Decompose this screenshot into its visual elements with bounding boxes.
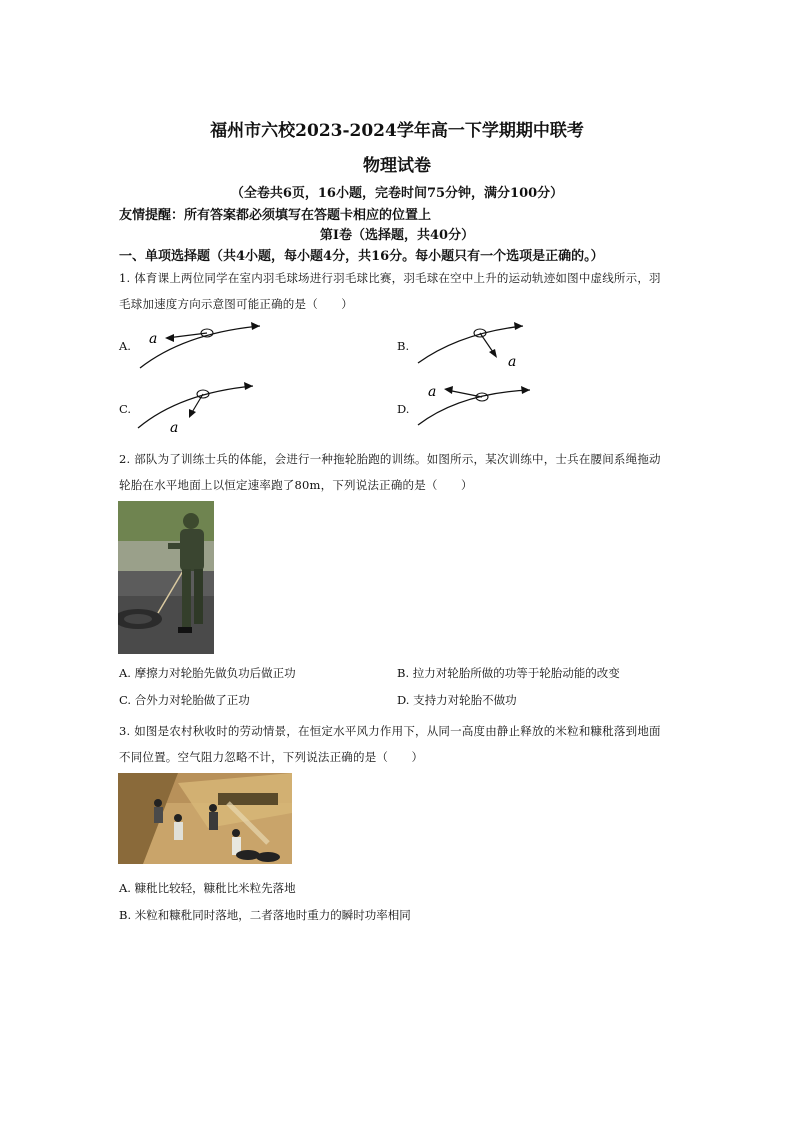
q1-option-c-label: C. bbox=[119, 402, 132, 416]
exam-subject: 物理试卷 bbox=[363, 156, 431, 176]
reminder: 友情提醒：所有答案都必须填写在答题卡相应的位置上 bbox=[119, 208, 432, 223]
acceleration-label: a bbox=[428, 384, 437, 400]
q3-option-b: B. 米粒和糠秕同时落地，二者落地时重力的瞬时功率相同 bbox=[119, 908, 411, 922]
soldier-tire-photo bbox=[118, 501, 214, 654]
q1-option-b-label: B. bbox=[397, 339, 410, 353]
q2-option-a: A. 摩擦力对轮胎先做负功后做正功 bbox=[119, 666, 296, 680]
trajectory-curve bbox=[140, 326, 260, 368]
q2-option-d: D. 支持力对轮胎不做功 bbox=[397, 693, 517, 707]
acceleration-label: a bbox=[170, 420, 179, 436]
q1-diagram-d bbox=[415, 378, 540, 433]
velocity-arrowhead bbox=[244, 382, 253, 390]
q2-option-c: C. 合外力对轮胎做了正功 bbox=[119, 693, 250, 707]
q1-diagram-c bbox=[135, 378, 265, 438]
velocity-arrowhead bbox=[514, 322, 523, 330]
q3-option-a: A. 糠秕比较轻，糠秕比米粒先落地 bbox=[119, 881, 296, 895]
acceleration-label: a bbox=[508, 354, 517, 370]
question-2-line-2: 轮胎在水平地面上以恒定速率跑了80m，下列说法正确的是（ ） bbox=[119, 478, 473, 492]
q1-diagram-a bbox=[135, 318, 270, 373]
section-title: 一、单项选择题（共4小题，每小题4分，共16分。每小题只有一个选项是正确的。） bbox=[119, 249, 604, 264]
exam-title: 福州市六校2023-2024学年高一下学期期中联考 bbox=[210, 121, 584, 141]
acceleration-arrowhead bbox=[444, 386, 453, 394]
part-title: 第Ⅰ卷（选择题，共40分） bbox=[319, 228, 475, 243]
question-3-line-1: 3. 如图是农村秋收时的劳动情景，在恒定水平风力作用下，从同一高度由静止释放的米粒和糠秕落到地面 bbox=[119, 724, 661, 738]
velocity-arrowhead bbox=[521, 386, 530, 394]
question-1-line-1: 1. 体育课上两位同学在室内羽毛球场进行羽毛球比赛，羽毛球在空中上升的运动轨迹如图中虚线所示，羽 bbox=[119, 271, 661, 285]
acceleration-arrowhead bbox=[489, 349, 497, 358]
exam-info: （全卷共6页，16小题，完卷时间75分钟，满分100分） bbox=[230, 186, 564, 201]
q1-option-d-label: D. bbox=[397, 402, 410, 416]
question-3-line-2: 不同位置。空气阻力忽略不计，下列说法正确的是（ ） bbox=[119, 750, 424, 764]
q1-diagram-b bbox=[415, 318, 535, 373]
harvest-painting bbox=[118, 773, 292, 864]
acceleration-arrowhead bbox=[165, 334, 174, 342]
acceleration-label: a bbox=[149, 331, 158, 347]
question-1-line-2: 毛球加速度方向示意图可能正确的是（ ） bbox=[119, 297, 353, 311]
q2-option-b: B. 拉力对轮胎所做的功等于轮胎动能的改变 bbox=[397, 666, 620, 680]
velocity-arrowhead bbox=[251, 322, 260, 330]
q1-option-a-label: A. bbox=[119, 339, 131, 353]
question-2-line-1: 2. 部队为了训练士兵的体能，会进行一种拖轮胎跑的训练。如图所示，某次训练中，士兵在腰间系绳拖动 bbox=[119, 452, 661, 466]
